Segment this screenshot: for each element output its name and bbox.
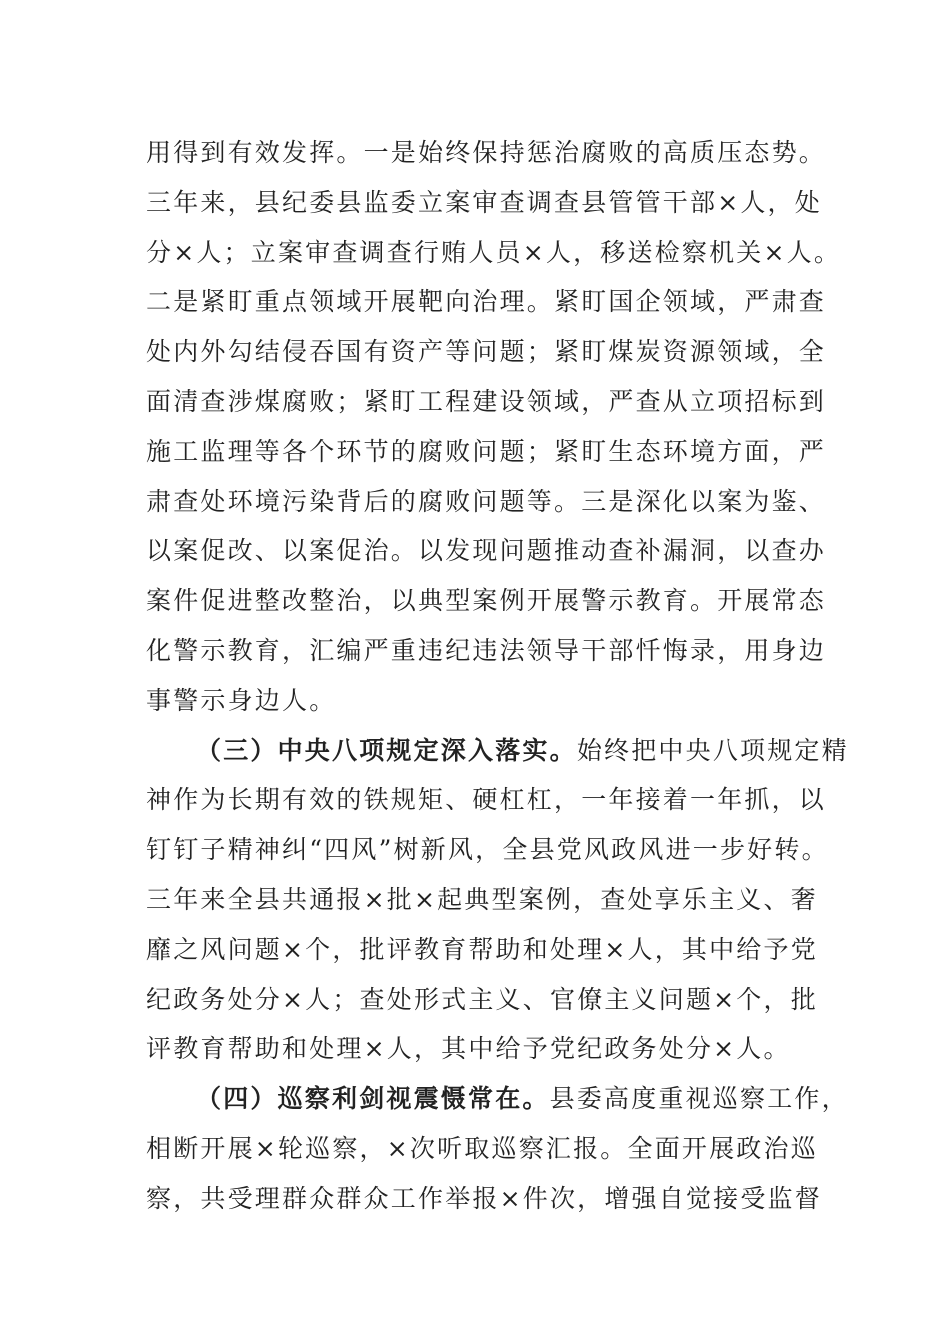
paragraph-line: 处内外勾结侵吞国有资产等问题；紧盯煤炭资源领域，全 (146, 337, 827, 367)
paragraph-line: 相断开展×轮巡察，×次听取巡察汇报。全面开展政治巡 (146, 1133, 818, 1163)
paragraph-line: 面清查涉煤腐败；紧盯工程建设领域，严查从立项招标到 (146, 386, 827, 416)
paragraph-line: 钉钉子精神纠“四风”树新风，全县党风政风进一步好转。 (146, 835, 829, 865)
section-4-heading: （四）巡察利剑视震慑常在。 (196, 1084, 550, 1114)
paragraph-line: 评教育帮助和处理×人，其中给予党纪政务处分×人。 (146, 1034, 791, 1064)
paragraph-line: 三年来，县纪委县监委立案审查调查县管管干部×人，处 (146, 187, 822, 217)
paragraph-line: 神作为长期有效的铁规矩、硬杠杠，一年接着一年抓，以 (146, 785, 827, 815)
paragraph-line: 分×人；立案审查调查行贿人员×人，移送检察机关×人。 (146, 237, 842, 267)
paragraph-line: 纪政务处分×人；查处形式主义、官僚主义问题×个，批 (146, 984, 818, 1014)
paragraph-line: 肃查处环境污染背后的腐败问题等。三是深化以案为鉴、 (146, 486, 827, 516)
paragraph-line: 察，共受理群众群众工作举报×件次，增强自觉接受监督 (146, 1183, 822, 1213)
section-3-text: 始终把中央八项规定精 (576, 735, 849, 765)
section-4-text: 县委高度重视巡察工作， (549, 1084, 849, 1114)
paragraph-line: 化警示教育，汇编严重违纪违法领导干部忏悔录，用身边 (146, 635, 827, 665)
paragraph-line: 用得到有效发挥。一是始终保持惩治腐败的高质压态势。 (146, 138, 827, 167)
paragraph-line: 事警示身边人。 (146, 685, 337, 715)
paragraph-line: 靡之风问题×个，批评教育帮助和处理×人，其中给予党 (146, 934, 818, 964)
paragraph-line: 施工监理等各个环节的腐败问题；紧盯生态环境方面，严 (146, 436, 827, 466)
document-page (146, 128, 849, 1224)
paragraph-line: 案件促进整改整治，以典型案例开展警示教育。开展常态 (146, 586, 827, 616)
paragraph-line: 三年来全县共通报×批×起典型案例，查处享乐主义、奢 (146, 884, 818, 914)
section-3-heading: （三）中央八项规定深入落实。 (196, 735, 577, 765)
paragraph-line: 以案促改、以案促治。以发现问题推动查补漏洞，以查办 (146, 536, 827, 566)
paragraph-line: 二是紧盯重点领域开展靶向治理。紧盯国企领域，严肃查 (146, 287, 827, 317)
section-3-first-line (146, 726, 849, 776)
section-4-first-line (146, 1074, 849, 1124)
